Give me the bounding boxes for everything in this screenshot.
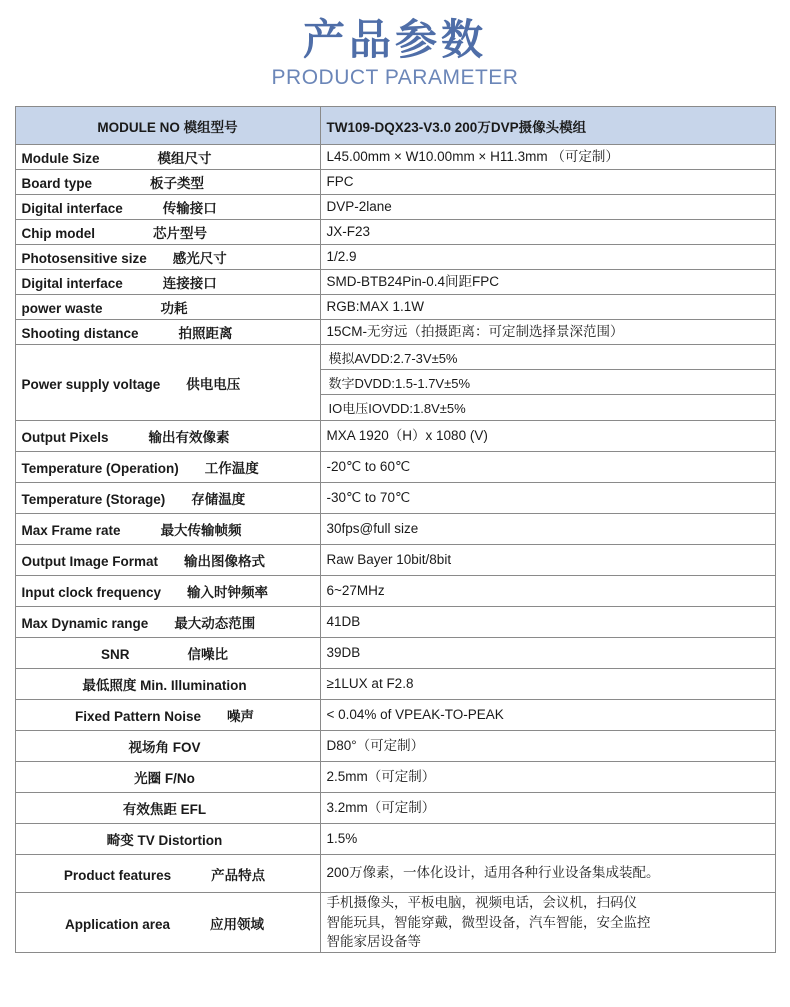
row-label xyxy=(15,793,320,824)
row-value: MXA 1920（H）x 1080 (V) xyxy=(320,421,775,452)
row-label xyxy=(15,824,320,855)
row-label-en: power waste xyxy=(21,301,103,317)
row-label-en: SNR xyxy=(100,647,130,663)
table-row xyxy=(15,824,775,855)
row-value: 30fps@full size xyxy=(320,514,775,545)
table-row xyxy=(15,295,775,320)
table-row xyxy=(15,170,775,195)
row-value-line: 智能玩具，智能穿戴，微型设备，汽车智能，安全监控 xyxy=(326,914,651,930)
table-row xyxy=(15,607,775,638)
row-value: 1/2.9 xyxy=(320,245,775,270)
row-label xyxy=(15,270,320,295)
page-header xyxy=(0,0,790,90)
table-row-application-area xyxy=(15,893,775,953)
row-label xyxy=(15,145,320,170)
table-row xyxy=(15,545,775,576)
row-label-en: Temperature (Storage) xyxy=(21,492,166,508)
row-value: 15CM-无穷远（拍摄距离：可定制选择景深范围） xyxy=(320,320,775,345)
row-label-en: Output Pixels xyxy=(21,430,109,446)
row-value: 6~27MHz xyxy=(320,576,775,607)
row-label-cn: 连接接口 xyxy=(162,276,217,292)
table-row xyxy=(15,638,775,669)
table-row xyxy=(15,245,775,270)
table-row xyxy=(15,576,775,607)
row-label-en: Power supply voltage xyxy=(21,376,161,392)
row-label xyxy=(15,669,320,700)
row-label-cn: 芯片型号 xyxy=(153,226,207,242)
row-label-en: Max Frame rate xyxy=(21,523,121,539)
row-label-cn: 板子类型 xyxy=(150,176,205,192)
table-header-row xyxy=(15,107,775,145)
row-value: DVP-2lane xyxy=(320,195,775,220)
row-label xyxy=(15,195,320,220)
row-label-en: 光圈 F/No xyxy=(134,771,195,787)
row-label xyxy=(15,514,320,545)
row-label-cn: 传输接口 xyxy=(162,201,217,217)
row-label-en: Temperature (Operation) xyxy=(21,461,179,477)
row-value: -20℃ to 60℃ xyxy=(320,452,775,483)
row-value: Raw Bayer 10bit/8bit xyxy=(320,545,775,576)
row-label xyxy=(15,731,320,762)
table-row xyxy=(15,145,775,170)
table-row xyxy=(15,669,775,700)
row-label xyxy=(15,545,320,576)
table-row xyxy=(15,855,775,893)
table-row xyxy=(15,762,775,793)
row-label-en: Digital interface xyxy=(21,201,123,217)
table-row xyxy=(15,452,775,483)
table-row xyxy=(15,195,775,220)
row-label-cn: 最大传输帧频 xyxy=(160,523,242,539)
row-label xyxy=(15,220,320,245)
row-label-cn: 模组尺寸 xyxy=(157,151,212,167)
row-label-en: Input clock frequency xyxy=(21,585,162,601)
row-label-cn: 输出图像格式 xyxy=(184,554,266,570)
row-label-en: Max Dynamic range xyxy=(21,616,149,632)
table-row xyxy=(15,483,775,514)
row-value: SMD-BTB24Pin-0.4间距FPC xyxy=(320,270,775,295)
row-label-cn: 噪声 xyxy=(227,709,255,725)
row-label-en: Product features xyxy=(63,867,172,883)
row-value: RGB:MAX 1.1W xyxy=(320,295,775,320)
row-value: 39DB xyxy=(320,638,775,669)
row-value-line: 模拟AVDD:2.7-3V±5% xyxy=(321,345,775,370)
row-value-group xyxy=(320,893,775,953)
row-value: 3.2mm（可定制） xyxy=(320,793,775,824)
row-label-en: 视场角 FOV xyxy=(128,740,201,756)
row-label-cn: 供电电压 xyxy=(186,376,241,392)
row-label xyxy=(15,700,320,731)
row-label-en: Output Image Format xyxy=(21,554,159,570)
row-value: -30℃ to 70℃ xyxy=(320,483,775,514)
row-label-en: Fixed Pattern Noise xyxy=(74,709,202,725)
row-label-cn: 信噪比 xyxy=(187,647,228,663)
row-label-en: Shooting distance xyxy=(21,326,139,342)
row-label xyxy=(15,607,320,638)
row-value: D80°（可定制） xyxy=(320,731,775,762)
row-label-cn: 最大动态范围 xyxy=(174,616,256,632)
row-label xyxy=(15,320,320,345)
row-label-en: Photosensitive size xyxy=(21,251,147,267)
row-label-en: Module Size xyxy=(21,151,100,167)
row-label xyxy=(15,245,320,270)
table-row-power-supply xyxy=(15,345,775,421)
row-value: JX-F23 xyxy=(320,220,775,245)
row-label-cn: 输出有效像素 xyxy=(148,430,230,446)
row-label xyxy=(15,170,320,195)
row-label-cn: 产品特点 xyxy=(211,867,266,883)
row-value: L45.00mm × W10.00mm × H11.3mm （可定制） xyxy=(320,145,775,170)
row-label-en: Board type xyxy=(21,176,93,192)
row-value: 1.5% xyxy=(320,824,775,855)
row-value: 41DB xyxy=(320,607,775,638)
table-row xyxy=(15,514,775,545)
row-label-cn: 感光尺寸 xyxy=(172,251,227,267)
row-label-cn: 工作温度 xyxy=(204,461,259,477)
row-label xyxy=(15,855,320,893)
table-header-model: TW109-DQX23-V3.0 200万DVP摄像头模组 xyxy=(320,107,775,145)
row-label-cn: 输入时钟频率 xyxy=(187,585,269,601)
row-value: 200万像素，一体化设计，适用各种行业设备集成装配。 xyxy=(320,855,775,893)
row-label xyxy=(15,483,320,514)
row-label-cn: 拍照距离 xyxy=(178,326,233,342)
row-label xyxy=(15,421,320,452)
row-value-line: 数字DVDD:1.5-1.7V±5% xyxy=(321,370,775,395)
row-label xyxy=(15,762,320,793)
row-label xyxy=(15,893,320,953)
table-row xyxy=(15,421,775,452)
row-label-en: 畸变 TV Distortion xyxy=(106,833,223,849)
table-row xyxy=(15,320,775,345)
row-label-cn: 功耗 xyxy=(160,301,188,317)
table-row xyxy=(15,793,775,824)
row-label-en: 最低照度 Min. Illumination xyxy=(82,678,247,694)
table-row xyxy=(15,270,775,295)
row-label-en: Application area xyxy=(64,916,171,932)
table-body xyxy=(15,107,775,953)
table-row xyxy=(15,220,775,245)
row-value-line: IO电压IOVDD:1.8V±5% xyxy=(328,401,466,417)
row-value-line: 手机摄像头，平板电脑，视频电话，会议机，扫码仪 xyxy=(326,895,637,911)
row-label xyxy=(15,576,320,607)
row-value: ≥1LUX at F2.8 xyxy=(320,669,775,700)
row-value: < 0.04% of VPEAK-TO-PEAK xyxy=(320,700,775,731)
row-label xyxy=(15,452,320,483)
row-label-en: Chip model xyxy=(21,226,95,242)
page-title-cn: 产品参数 xyxy=(302,15,487,64)
row-label-en: Digital interface xyxy=(21,276,123,292)
row-label-cn: 应用领域 xyxy=(210,916,265,932)
row-label xyxy=(15,295,320,320)
row-value: FPC xyxy=(320,170,775,195)
row-label-cn: 存储温度 xyxy=(191,492,246,508)
table-row xyxy=(15,731,775,762)
row-value-group xyxy=(320,345,775,421)
row-label xyxy=(15,638,320,669)
table-row xyxy=(15,700,775,731)
table-header-module-no: MODULE NO 模组型号 xyxy=(15,107,320,145)
row-value-line: 智能家居设备等 xyxy=(326,934,421,950)
specification-table xyxy=(15,106,776,953)
row-label xyxy=(15,345,320,421)
row-label-en: 有效焦距 EFL xyxy=(122,802,207,818)
page-title-en: PRODUCT PARAMETER xyxy=(271,66,519,90)
row-value: 2.5mm（可定制） xyxy=(320,762,775,793)
